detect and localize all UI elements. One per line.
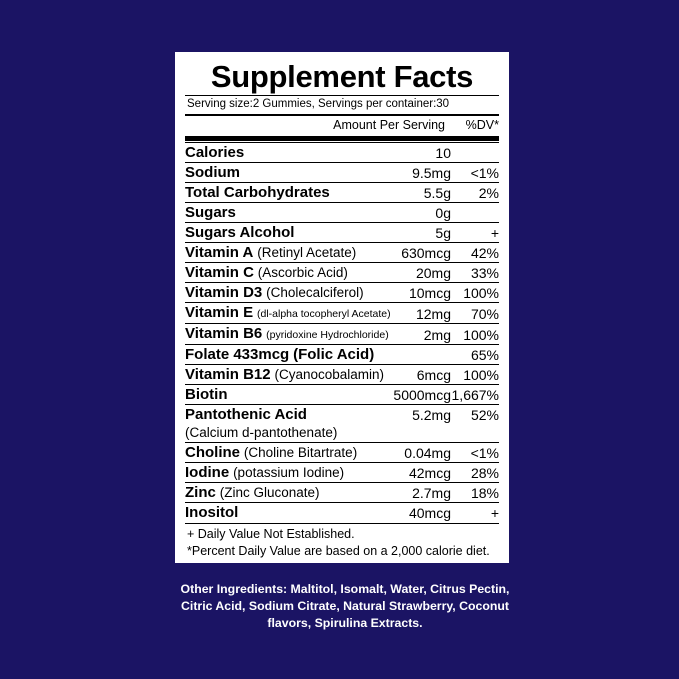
nutrient-amount: 10mcg xyxy=(393,283,451,303)
nutrient-name: Choline (Choline Bitartrate) xyxy=(185,443,393,463)
nutrient-name: Vitamin E (dl-alpha tocopheryl Acetate) xyxy=(185,303,393,324)
nutrient-amount: 12mg xyxy=(393,303,451,324)
nutrient-name: Biotin xyxy=(185,385,393,405)
other-ingredients xyxy=(175,581,515,632)
table-row xyxy=(185,283,499,303)
nutrient-dv xyxy=(451,424,499,443)
table-row xyxy=(185,163,499,183)
nutrient-amount: 20mg xyxy=(393,263,451,283)
table-row xyxy=(185,424,499,443)
nutrient-amount: 40mcg xyxy=(393,503,451,523)
table-row xyxy=(185,243,499,263)
table-row xyxy=(185,503,499,523)
column-header-dv: %DV* xyxy=(465,118,499,132)
nutrient-name: Vitamin A (Retinyl Acetate) xyxy=(185,243,393,263)
nutrition-table xyxy=(185,142,499,522)
nutrient-dv: 100% xyxy=(451,283,499,303)
nutrient-dv: + xyxy=(451,503,499,523)
nutrient-name: Calories xyxy=(185,143,393,163)
supplement-facts-panel xyxy=(175,52,509,563)
nutrient-amount: 42mcg xyxy=(393,463,451,483)
table-row xyxy=(185,263,499,283)
table-row xyxy=(185,203,499,223)
table-row xyxy=(185,443,499,463)
nutrient-name: Vitamin D3 (Cholecalciferol) xyxy=(185,283,393,303)
nutrient-dv: 42% xyxy=(451,243,499,263)
nutrient-name: Vitamin C (Ascorbic Acid) xyxy=(185,263,393,283)
table-row xyxy=(185,483,499,503)
nutrient-dv xyxy=(451,203,499,223)
serving-info: Serving size:2 Gummies, Servings per container:30 xyxy=(187,98,450,110)
divider-above-footnotes xyxy=(185,523,499,524)
nutrient-dv: 65% xyxy=(451,345,499,365)
nutrient-name: Pantothenic Acid xyxy=(185,405,393,425)
nutrient-amount: 5.2mg xyxy=(393,405,451,425)
nutrient-name: (Calcium d-pantothenate) xyxy=(185,425,338,440)
table-row xyxy=(185,405,499,425)
nutrient-amount: 2mg xyxy=(393,324,451,345)
nutrient-dv: <1% xyxy=(451,163,499,183)
nutrient-name: Iodine (potassium Iodine) xyxy=(185,463,393,483)
nutrient-dv: 33% xyxy=(451,263,499,283)
nutrient-dv xyxy=(451,143,499,163)
table-row xyxy=(185,183,499,203)
nutrient-dv: 1,667% xyxy=(451,385,499,405)
table-row xyxy=(185,143,499,163)
table-row xyxy=(185,463,499,483)
table-row xyxy=(185,385,499,405)
nutrient-amount: 0.04mg xyxy=(393,443,451,463)
divider-thick xyxy=(185,136,499,141)
nutrient-amount: 630mcg xyxy=(393,243,451,263)
nutrient-name: Sodium xyxy=(185,163,393,183)
table-row xyxy=(185,303,499,324)
nutrient-amount: 6mcg xyxy=(393,365,451,385)
nutrient-name: Sugars xyxy=(185,203,393,223)
nutrient-dv: 100% xyxy=(451,365,499,385)
nutrient-dv: 100% xyxy=(451,324,499,345)
footnote-daily-value-not-established: + Daily Value Not Established. xyxy=(187,527,355,541)
nutrient-name: Total Carbohydrates xyxy=(185,183,393,203)
divider-under-serving xyxy=(185,114,499,116)
nutrient-amount xyxy=(393,345,451,365)
nutrient-amount: 10 xyxy=(393,143,451,163)
nutrient-name: Vitamin B12 (Cyanocobalamin) xyxy=(185,365,393,385)
nutrient-dv: 28% xyxy=(451,463,499,483)
nutrient-amount xyxy=(393,424,451,443)
nutrient-dv: 18% xyxy=(451,483,499,503)
nutrient-name: Sugars Alcohol xyxy=(185,223,393,243)
table-row xyxy=(185,324,499,345)
nutrient-dv: 52% xyxy=(451,405,499,425)
column-header-amount: Amount Per Serving xyxy=(333,118,445,132)
nutrient-name: Zinc (Zinc Gluconate) xyxy=(185,483,393,503)
nutrient-dv: 2% xyxy=(451,183,499,203)
nutrient-dv: 70% xyxy=(451,303,499,324)
table-row xyxy=(185,365,499,385)
nutrient-amount: 5g xyxy=(393,223,451,243)
page-title: Supplement Facts xyxy=(210,59,474,94)
nutrient-amount: 5000mcg xyxy=(393,385,451,405)
nutrient-name: Vitamin B6 (pyridoxine Hydrochloride) xyxy=(185,324,393,345)
column-headers xyxy=(185,117,499,134)
nutrient-name: Inositol xyxy=(185,503,393,523)
table-row xyxy=(185,345,499,365)
nutrient-amount: 0g xyxy=(393,203,451,223)
nutrient-dv: + xyxy=(451,223,499,243)
divider-under-title xyxy=(185,95,499,96)
nutrient-amount: 2.7mg xyxy=(393,483,451,503)
nutrient-amount: 9.5mg xyxy=(393,163,451,183)
nutrient-name: Folate 433mcg (Folic Acid) xyxy=(185,345,393,365)
other-ingredients-body: Maltitol, Isomalt, Water, Citrus Pectin, Citric Acid, Sodium Citrate, Natural Strawberry, Coconut flavors, Spirulina Extracts. xyxy=(181,582,510,630)
footnote-percent-daily-value: *Percent Daily Value are based on a 2,000 calorie diet. xyxy=(187,544,490,558)
other-ingredients-label: Other Ingredients: xyxy=(180,582,288,596)
nutrient-dv: <1% xyxy=(451,443,499,463)
nutrient-amount: 5.5g xyxy=(393,183,451,203)
table-row xyxy=(185,223,499,243)
